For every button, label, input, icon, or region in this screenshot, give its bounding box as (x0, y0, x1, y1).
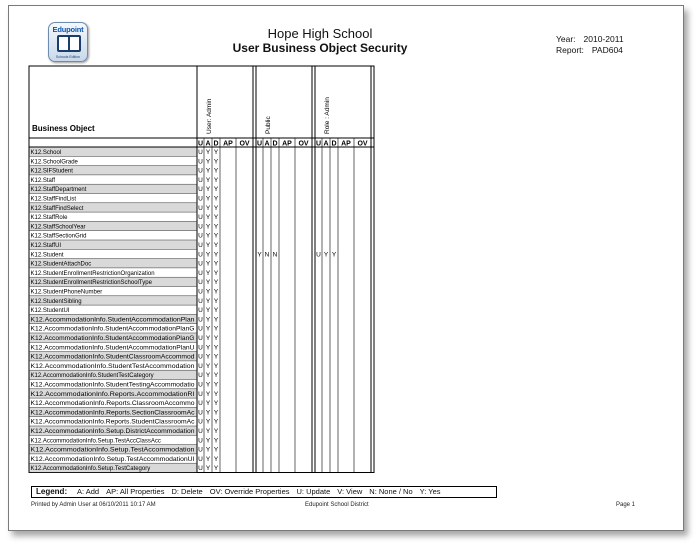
permission-value: Y (205, 335, 211, 342)
group-header: Role : Admin (324, 97, 331, 134)
permission-value: U (198, 428, 203, 435)
permission-value: U (198, 390, 203, 398)
permission-value: Y (213, 242, 219, 249)
business-object-name: K12.AccommodationInfo.StudentAccommodationPlan (30, 317, 195, 324)
group-header: User: Admin (206, 98, 213, 134)
permission-value: Y (213, 288, 219, 296)
permission-value: Y (213, 437, 219, 445)
legend-item: U: Update (296, 487, 331, 496)
business-object-name: K12.SchoolGrade (30, 159, 78, 166)
permission-value: Y (323, 251, 329, 259)
permission-value: U (198, 186, 203, 194)
permission-value: Y (213, 232, 219, 240)
permission-value: Y (213, 260, 219, 268)
permission-value: Y (205, 353, 211, 361)
legend-item: OV: Override Properties (209, 487, 290, 496)
permission-value: U (198, 260, 203, 268)
business-object-name: K12.StudentSibling (30, 298, 82, 305)
business-object-name: K12.StaffUI (30, 243, 62, 249)
permission-value: Y (205, 409, 211, 417)
permission-value: Y (205, 428, 211, 435)
permission-value: U (198, 288, 203, 296)
permission-value: Y (213, 409, 219, 417)
permission-value: U (198, 465, 203, 473)
permission-value: Y (213, 149, 219, 156)
business-object-name: K12.AccommodationInfo.Setup.TestAccommodation (30, 447, 195, 454)
permission-value: Y (205, 195, 211, 203)
permission-value: Y (205, 381, 211, 389)
business-object-name: K12.StaffSectionGrid (30, 233, 87, 240)
group-header: Public (265, 116, 272, 134)
permission-value: Y (205, 223, 211, 231)
permission-value: U (198, 418, 203, 426)
business-object-name: K12.AccommodationInfo.Reports.SectionClassroomAc (30, 410, 195, 417)
permission-value: U (198, 325, 203, 333)
permission-value: Y (205, 316, 211, 324)
permission-value: Y (205, 176, 211, 184)
permission-value: Y (213, 353, 219, 361)
report-title: User Business Object Security (232, 41, 408, 55)
column-header: A (264, 140, 270, 148)
permission-value: Y (205, 149, 211, 156)
permission-value: Y (205, 400, 211, 408)
business-object-name: K12.AccommodationInfo.StudentAccommodationPlanG (30, 336, 195, 342)
column-header: AP (223, 140, 233, 148)
legend-item: AP: All Properties (106, 487, 165, 496)
business-object-name: K12.AccommodationInfo.Setup.DistrictAccommodation (30, 429, 195, 435)
permission-value: U (198, 214, 203, 222)
column-header: A (323, 140, 329, 148)
legend-box (31, 486, 497, 498)
legend-item: Y: Yes (419, 487, 441, 496)
permission-value: Y (205, 465, 211, 473)
permission-value: Y (213, 400, 219, 408)
business-object-name: K12.StaffFindList (30, 196, 77, 203)
permission-value: Y (205, 279, 211, 287)
column-header: U (197, 140, 204, 148)
permission-value: Y (205, 297, 211, 305)
year-value: 2010-2011 (583, 34, 624, 44)
permission-value: U (198, 269, 203, 277)
permission-value: U (198, 455, 203, 463)
column-header: D (272, 140, 278, 148)
permission-value: Y (205, 158, 211, 166)
permission-value: N (264, 251, 270, 259)
permission-value: Y (213, 251, 219, 259)
logo-subtext: Schools Edition (55, 55, 81, 59)
permission-value: Y (213, 176, 219, 184)
permission-value: Y (205, 344, 211, 352)
legend-item: N: None / No (369, 487, 413, 496)
permission-value: Y (213, 381, 219, 389)
permission-value: U (198, 167, 203, 175)
business-object-name: K12.StudentEnrollmentRestrictionOrganization (30, 270, 155, 277)
legend-items (70, 487, 441, 497)
permission-value: Y (205, 204, 211, 212)
permission-value: Y (213, 362, 219, 370)
permission-value: Y (213, 223, 219, 231)
permission-value: Y (205, 242, 211, 249)
business-object-name: K12.SIFStudent (30, 168, 73, 175)
permission-value: Y (205, 269, 211, 277)
report-value: PAD604 (591, 45, 623, 55)
column-header: OV (357, 140, 368, 148)
business-object-name: K12.School (30, 150, 62, 156)
permission-value: Y (205, 362, 211, 370)
permission-value: U (316, 251, 321, 259)
footer-district: Edupoint School District (305, 502, 369, 508)
school-name: Hope High School (267, 26, 373, 41)
permission-value: U (198, 158, 203, 166)
permission-value: U (198, 242, 203, 249)
permission-value: Y (213, 344, 219, 352)
business-object-name: K12.AccommodationInfo.Setup.TestAccClassAcc (30, 438, 161, 445)
business-object-name: K12.Student (30, 252, 64, 259)
permission-value: U (198, 307, 203, 315)
permission-value: Y (213, 418, 219, 426)
permission-value: Y (213, 446, 219, 454)
permission-value: Y (205, 437, 211, 445)
permission-value: U (198, 409, 203, 417)
permission-value: Y (213, 195, 219, 203)
permission-value: U (198, 353, 203, 361)
business-object-name: K12.AccommodationInfo.StudentTestCategory (30, 373, 154, 380)
business-object-name: K12.StudentEnrollmentRestrictionSchoolType (30, 280, 152, 287)
permission-value: Y (213, 307, 219, 315)
business-object-name: K12.StaffSchoolYear (30, 224, 86, 231)
permission-value: U (198, 195, 203, 203)
permission-value: Y (205, 372, 211, 380)
permission-value: Y (213, 158, 219, 166)
column-header: D (213, 140, 219, 148)
permission-value: Y (205, 446, 211, 454)
permission-value: Y (213, 167, 219, 175)
permission-value: U (198, 344, 203, 352)
permission-value: U (198, 223, 203, 231)
footer-printed-by: Printed by Admin User at 06/10/2011 10:17 AM (31, 502, 156, 508)
permission-value: Y (205, 325, 211, 333)
year-label: Year: (556, 34, 576, 44)
permission-value: Y (213, 325, 219, 333)
business-object-name: K12.StudentPhoneNumber (30, 289, 103, 296)
permission-value: Y (205, 288, 211, 296)
business-object-name: K12.StaffFindSelect (30, 205, 84, 212)
permission-value: Y (205, 390, 211, 398)
legend-item: D: Delete (171, 487, 203, 496)
permission-value: Y (213, 204, 219, 212)
permission-value: Y (213, 335, 219, 342)
legend-item: V: View (337, 487, 363, 496)
permission-value: U (198, 335, 203, 342)
footer-page-number: Page 1 (616, 502, 636, 508)
column-header: AP (282, 140, 292, 148)
business-object-header: Business Object (32, 124, 95, 133)
permission-value: U (198, 204, 203, 212)
permission-value: U (198, 437, 203, 445)
business-object-name: K12.AccommodationInfo.Reports.AccommodationRI (30, 391, 195, 398)
permission-value: U (198, 176, 203, 184)
permission-value: U (198, 232, 203, 240)
legend-title: Legend: (36, 487, 68, 496)
business-object-name: K12.AccommodationInfo.StudentAccommodationPlanU (30, 345, 195, 352)
permission-value: Y (213, 316, 219, 324)
permission-value: Y (213, 465, 219, 473)
permission-value: U (198, 297, 203, 305)
business-object-name: K12.StaffDepartment (30, 187, 87, 194)
permission-value: Y (213, 297, 219, 305)
permission-value: Y (213, 428, 219, 435)
report-label: Report: (556, 45, 584, 55)
permission-value: Y (213, 269, 219, 277)
permission-value: Y (213, 214, 219, 222)
business-object-name: K12.AccommodationInfo.StudentClassroomAccommod (30, 354, 195, 361)
permission-value: U (198, 362, 203, 370)
column-header: AP (341, 140, 351, 148)
permission-value: Y (205, 418, 211, 426)
permission-value: Y (205, 307, 211, 315)
business-object-name: K12.AccommodationInfo.Reports.StudentClassroomAc (30, 419, 195, 426)
permission-value: Y (205, 251, 211, 259)
business-object-name: K12.AccommodationInfo.Reports.ClassroomAccommo (30, 401, 196, 408)
permission-value: U (198, 372, 203, 380)
column-header: OV (298, 140, 309, 148)
permission-value: U (198, 446, 203, 454)
permission-value: U (198, 381, 203, 389)
column-header: D (331, 140, 337, 148)
permission-value: U (198, 279, 203, 287)
permission-value: U (198, 149, 203, 156)
business-object-name: K12.AccommodationInfo.Setup.TestAccommodationUI (30, 456, 195, 463)
column-header: U (315, 140, 322, 148)
permission-value: Y (205, 186, 211, 194)
business-object-name: K12.AccommodationInfo.StudentTestAccommodation (30, 363, 195, 370)
business-object-name: K12.Staff (30, 177, 56, 184)
business-object-name: K12.AccommodationInfo.StudentAccommodationPlanG (30, 326, 195, 333)
logo-text: Edupoint (52, 25, 84, 34)
permission-value: N (272, 251, 278, 259)
permission-value: U (198, 316, 203, 324)
permission-value: Y (213, 279, 219, 287)
business-object-name: K12.StaffRole (30, 215, 68, 222)
permission-value: U (198, 400, 203, 408)
permission-value: Y (213, 372, 219, 380)
column-header: A (205, 140, 211, 148)
column-header: OV (239, 140, 250, 148)
business-object-name: K12.StudentUI (30, 308, 70, 315)
business-object-name: K12.AccommodationInfo.StudentTestingAccommodatio (30, 382, 196, 389)
business-object-name: K12.AccommodationInfo.Setup.TestCategory (30, 466, 151, 473)
permission-value: Y (205, 167, 211, 175)
permission-value: Y (213, 186, 219, 194)
permission-value: Y (213, 455, 219, 463)
permission-value: Y (205, 455, 211, 463)
legend-item: A: Add (77, 487, 100, 496)
permission-value: Y (331, 251, 337, 259)
permission-value: Y (205, 260, 211, 268)
permission-value: Y (213, 390, 219, 398)
permission-value: Y (257, 251, 262, 259)
permission-value: Y (205, 232, 211, 240)
column-header: U (256, 140, 263, 148)
business-object-name: K12.StudentAttachDoc (30, 261, 92, 268)
permission-value: U (198, 251, 203, 259)
permission-value: Y (205, 214, 211, 222)
